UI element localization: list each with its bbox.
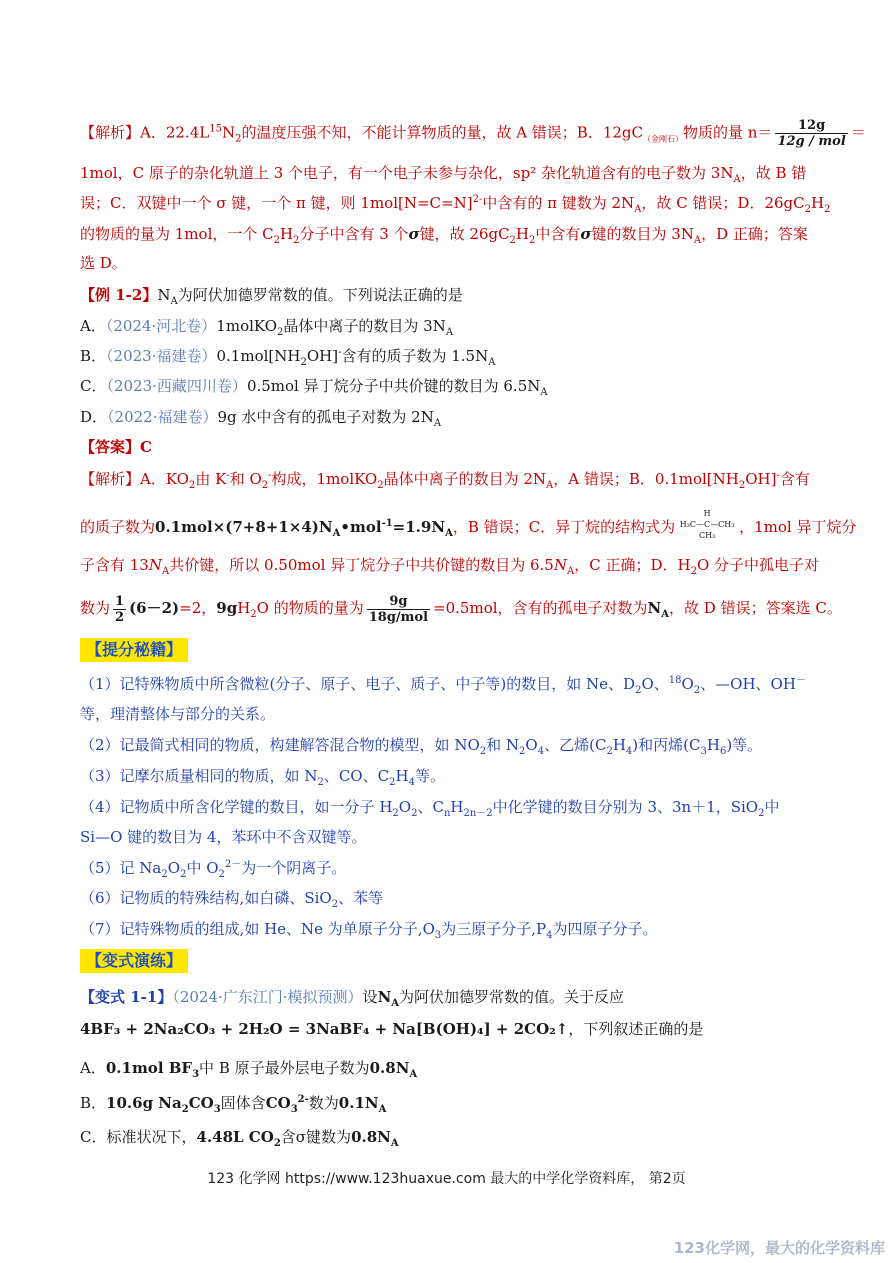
- fraction-half: $\frac{1}{2}$: [115, 593, 125, 625]
- tip-6: （6）记物质的特殊结构,如白磷、SiO$_2$、苯等: [80, 889, 384, 910]
- variant-equation: 4BF₃ + 2Na₂CO₃ + 2H₂O = 3NaBF₄ + Na[B(OH)₄] + 2CO₂↑，下列叙述正确的是: [80, 1020, 704, 1038]
- isobutane-structure: H H₃C—C—CH₃ CH₃: [679, 509, 735, 540]
- tip-3: （3）记摩尔质量相同的物质，如 $N_2$、CO、$C_2H_4$等。: [80, 767, 445, 788]
- analysis2-line1: 【解析】A．$KO_2$由 K-和 $O_2^-$构成，1molKO$_2$晶体中离子的数目为 $2N_A$，A 错误；B．$0.1mol[NH_2OH]^-$含有: [80, 470, 810, 491]
- example-option-d: D．（2022·福建卷）9g 水中含有的孤电子对数为 $2N_A$: [80, 408, 442, 429]
- analysis1-line3: 误；C．双键中一个 σ 键，一个 π 键，则 1mol[N=C=N]$^{2-}$中含有的 π 键数为 $2N_A$，故 C 错误；D．$26gC_2H_2$: [80, 194, 831, 215]
- analysis2-line4: 数为 $\frac{1}{2}$ (6－2)=2，$9gH_2O$ 的物质的量为 $\frac{9g}{\text{18g/mol}}$ =0.5mol，含有的孤电子对数为$N_A$，故 D 错误；答案选 C。: [80, 593, 842, 625]
- tip-1: （1）记特殊物质中所含微粒(分子、原子、电子、质子、中子等)的数目，如 Ne、$D_2O$、$^{18}O_2$、—OH、OH－: [80, 675, 806, 696]
- tip-4: （4）记物质中所含化学键的数目，如一分子 $H_2O_2$、$C_nH_{2n-2}$中化学键的数目分别为 3、3n＋1，SiO$_2$中: [80, 798, 780, 819]
- fraction-9g: $\frac{9g}{\text{18g/mol}}$: [368, 593, 429, 625]
- watermark: 123化学网，最大的化学资料库: [673, 1239, 885, 1257]
- example-option-c: C．（2023·西藏四川卷）0.5mol 异丁烷分子中共价键的数目为 $6.5N_A$: [80, 377, 548, 398]
- analysis2-line3: 子含有 $13N_A$共价键，所以 0.50mol 异丁烷分子中共价键的数目为 $6.5N_A$，C 正确；D．$H_2O$ 分子中孤电子对: [80, 556, 820, 577]
- example-option-a: A．（2024·河北卷）1molKO$_2$晶体中离子的数目为 $3N_A$: [80, 317, 454, 338]
- tip-2: （2）记最简式相同的物质，构建解答混合物的模型，如 $NO_2$和 $N_2O_4$、乙烯$(C_2H_4)$和丙烯$(C_3H_6)$等。: [80, 736, 763, 757]
- analysis1-line1: 【解析】A．$22.4L^{15}N_2$的温度压强不知，不能计算物质的量，故 A 错误；B．$12gC_{(金刚石)}$物质的量 n＝ $\frac{12g}{\text{12g / mol}}$ ＝: [80, 118, 866, 149]
- variant-title: 【变式 1-1】（2024·广东江门·模拟预测）设$N_A$为阿伏加德罗常数的值。关于反应: [80, 988, 625, 1009]
- tip-4-cont: Si—O 键的数目为 4，苯环中不含双键等。: [80, 828, 367, 846]
- page-footer: 123 化学网 https://www.123huaxue.com 最大的中学化学资料库， 第2页: [207, 1171, 686, 1187]
- analysis2-line2: 的质子数为$0.1mol\times(7+8+1\times 4)N_A•mol^{-1}=1.9N_A$，B 错误；C．异丁烷的结构式为 H H₃C—C—CH₃ CH₃ ，1mol 异丁烷分: [80, 508, 840, 542]
- variant-option-c: C．标准状况下，4.48L $CO_2$含σ键数为$0.8N_A$: [80, 1128, 399, 1149]
- example-answer: 【答案】C: [80, 438, 152, 456]
- variant-banner: 【变式演练】: [80, 949, 188, 973]
- example-title: 【例 1-2】$N_A$为阿伏加德罗常数的值。下列说法正确的是: [80, 286, 463, 307]
- analysis1-line2: 1mol，C 原子的杂化轨道上 3 个电子，有一个电子未参与杂化，sp² 杂化轨道含有的电子数为 $3N_A$，故 B 错: [80, 164, 807, 185]
- tips-banner: 【提分秘籍】: [80, 638, 188, 662]
- analysis1-line5: 选 D。: [80, 254, 127, 272]
- example-option-b: B．（2023·福建卷）$0.1mol[NH_2OH]^-$含有的质子数为 $1.5N_A$: [80, 347, 496, 368]
- variant-option-a: A．0.1mol $BF_3$中 B 原子最外层电子数为$0.8N_A$: [80, 1059, 418, 1080]
- tip-7: （7）记特殊物质的组成,如 He、Ne 为单原子分子$,O_3$为三原子分子$,P_4$为四原子分子。: [80, 920, 658, 941]
- fraction-12g: $\frac{12g}{\text{12g / mol}}$: [777, 118, 846, 149]
- variant-option-b: B．10.6g $Na_2CO_3$固体含$CO_3^{2-}$数为$0.1N_A$: [80, 1094, 387, 1115]
- tip-5: （5）记 $Na_2O_2$中 $O_2^{2-}$为一个阴离子。: [80, 859, 347, 880]
- tip-1-cont: 等，理清整体与部分的关系。: [80, 705, 276, 723]
- analysis1-line4: 的物质的量为 1mol，一个 $C_2H_2$分子中含有 3 个σ键，故 $26gC_2H_2$中含有σ键的数目为 $3N_A$，D 正确；答案: [80, 225, 808, 246]
